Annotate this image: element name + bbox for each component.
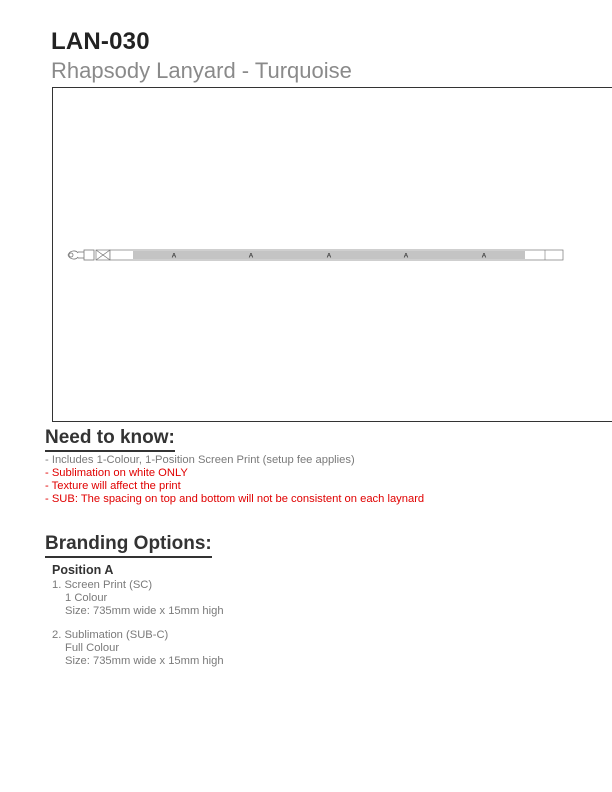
product-code: LAN-030 xyxy=(51,28,150,55)
lanyard-diagram xyxy=(60,240,570,270)
branding-option xyxy=(52,629,224,668)
need-to-know-heading: Need to know: xyxy=(45,427,175,452)
option-colour: Full Colour xyxy=(65,642,120,654)
position-label-a: A xyxy=(481,252,487,260)
need-to-know-item: - SUB: The spacing on top and bottom will not be consistent on each laynard xyxy=(45,493,425,505)
lanyard-clip-icon xyxy=(68,250,94,260)
branding-option xyxy=(52,579,224,618)
need-to-know-item: - Includes 1-Colour, 1-Position Screen Print (setup fee applies) xyxy=(45,454,355,466)
option-title: 1. Screen Print (SC) xyxy=(52,579,153,591)
need-to-know-list xyxy=(45,454,424,506)
option-title: 2. Sublimation (SUB-C) xyxy=(52,629,169,641)
need-to-know-item: - Texture will affect the print xyxy=(45,480,181,492)
product-name: Rhapsody Lanyard - Turquoise xyxy=(51,58,352,83)
need-to-know-item: - Sublimation on white ONLY xyxy=(45,467,188,479)
branding-options-heading: Branding Options: xyxy=(45,533,212,558)
position-heading: Position A xyxy=(52,563,114,577)
option-size: Size: 735mm wide x 15mm high xyxy=(65,655,224,667)
position-label-a: A xyxy=(171,252,177,260)
position-label-a: A xyxy=(326,252,332,260)
option-colour: 1 Colour xyxy=(65,592,108,604)
position-label-a: A xyxy=(248,252,254,260)
connector-icon xyxy=(96,250,110,260)
option-size: Size: 735mm wide x 15mm high xyxy=(65,605,224,617)
position-label-a: A xyxy=(403,252,409,260)
